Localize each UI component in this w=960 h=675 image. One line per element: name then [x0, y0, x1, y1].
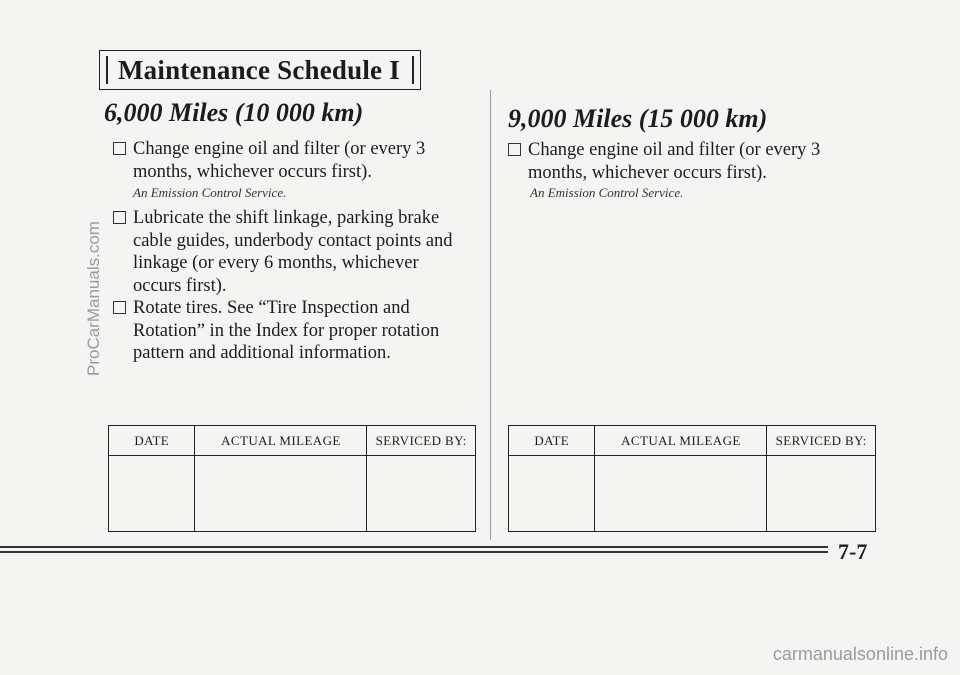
left-item-3-text: Rotate tires. See “Tire Inspection and Rotation” in the Index for proper rotation pattern and additional information.	[133, 298, 440, 363]
section-title: Maintenance Schedule I	[118, 55, 400, 85]
right-service-record-table	[508, 425, 876, 532]
header-actual-mileage: ACTUAL MILEAGE	[195, 426, 367, 456]
serviced-by-cell[interactable]	[767, 456, 876, 532]
checkbox-icon[interactable]	[113, 142, 126, 155]
left-column-title: 6,000 Miles (10 000 km)	[104, 98, 364, 127]
footer-brand-watermark: carmanualsonline.info	[772, 644, 948, 664]
left-emission-note: An Emission Control Service.	[133, 185, 287, 200]
header-actual-mileage: ACTUAL MILEAGE	[595, 426, 767, 456]
left-item-lubricate	[113, 207, 468, 297]
date-cell[interactable]	[509, 456, 595, 532]
right-item-1-text: Change engine oil and filter (or every 3 months, whichever occurs first).	[528, 140, 821, 183]
section-header	[99, 50, 421, 90]
header-rule-right	[412, 56, 414, 84]
right-item-oil-change	[508, 139, 843, 184]
header-serviced-by: SERVICED BY:	[767, 426, 876, 456]
header-date: DATE	[109, 426, 195, 456]
left-service-record-table	[108, 425, 476, 532]
side-watermark: ProCarManuals.com	[84, 221, 103, 376]
left-item-1-text: Change engine oil and filter (or every 3 months, whichever occurs first).	[133, 139, 426, 182]
header-rule-left	[106, 56, 108, 84]
right-column-title: 9,000 Miles (15 000 km)	[508, 104, 768, 133]
page-bottom-rule	[0, 546, 828, 553]
checkbox-icon[interactable]	[508, 143, 521, 156]
serviced-by-cell[interactable]	[367, 456, 476, 532]
checkbox-icon[interactable]	[113, 301, 126, 314]
page-number: 7-7	[838, 539, 868, 564]
left-item-rotate-tires	[113, 297, 458, 365]
header-date: DATE	[509, 426, 595, 456]
mileage-cell[interactable]	[195, 456, 367, 532]
left-item-oil-change	[113, 138, 443, 183]
left-item-2-text: Lubricate the shift linkage, parking brake cable guides, underbody contact points and linkage (or every 6 months, whichever occurs first).	[133, 208, 453, 296]
checkbox-icon[interactable]	[113, 211, 126, 224]
header-serviced-by: SERVICED BY:	[367, 426, 476, 456]
column-divider	[490, 90, 491, 540]
mileage-cell[interactable]	[595, 456, 767, 532]
right-emission-note: An Emission Control Service.	[530, 185, 684, 200]
date-cell[interactable]	[109, 456, 195, 532]
